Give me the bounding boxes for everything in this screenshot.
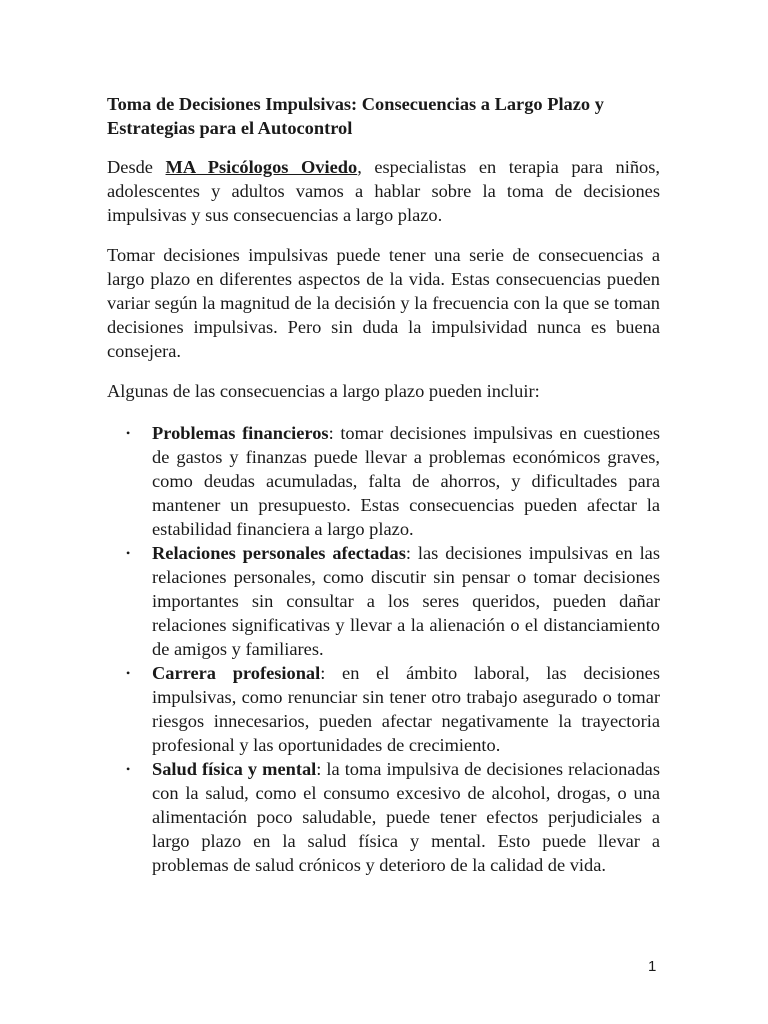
bullet-icon: • xyxy=(126,546,131,560)
paragraph-list-intro: Algunas de las consecuencias a largo plazo pueden incluir: xyxy=(107,381,540,401)
list-item-financial xyxy=(126,421,661,541)
list-item-health xyxy=(126,757,660,877)
list-item-text: : las decisiones impulsivas en las relaciones personales, como discutir sin pensar o tomar decisiones importantes sin consultar a los seres queridos, pueden dañar relaciones significativas y llevar a la alienación o el distanciamiento de amigos y familiares. xyxy=(152,543,660,659)
bullet-icon: • xyxy=(126,426,131,440)
intro-text-after: , especialistas en terapia para niños, adolescentes y adultos vamos a hablar sobre la toma de decisiones impulsivas y sus consecuencias a largo plazo. xyxy=(107,157,660,225)
paragraph-consequences-overview: Tomar decisiones impulsivas puede tener una serie de consecuencias a largo plazo en diferentes aspectos de la vida. Estas consecuencias pueden variar según la magnitud de la decisión y la frecuencia con la que se toman decisiones impulsivas. Pero sin duda la impulsividad nunca es buena consejera. xyxy=(107,245,660,361)
intro-paragraph xyxy=(107,155,660,227)
intro-text-before: Desde xyxy=(107,157,166,177)
list-item-term: Salud física y mental xyxy=(152,759,317,779)
document-title: Toma de Decisiones Impulsivas: Consecuencias a Largo Plazo y Estrategias para el Autocontrol xyxy=(107,94,604,138)
list-item-term: Problemas financieros xyxy=(152,423,329,443)
list-item-text: : tomar decisiones impulsivas en cuestiones de gastos y finanzas puede llevar a problemas económicos graves, como deudas acumuladas, falta de ahorros, y dificultades para mantener un presupuesto. Estas consecuencias pueden afectar la estabilidad financiera a largo plazo. xyxy=(152,423,661,539)
list-item-text: : la toma impulsiva de decisiones relacionadas con la salud, como el consumo excesivo de alcohol, drogas, o una alimentación poco saludable, puede tener efectos perjudiciales a largo plazo en la salud física y mental. Esto puede llevar a problemas de salud crónicos y deterioro de la calidad de vida. xyxy=(152,759,660,875)
document-page xyxy=(107,92,660,877)
ma-psicologos-link[interactable]: MA Psicólogos Oviedo xyxy=(165,157,358,177)
consequences-list xyxy=(107,421,660,877)
list-item-term: Relaciones personales afectadas xyxy=(152,543,406,563)
bullet-icon: • xyxy=(126,762,131,776)
list-item-relationships xyxy=(126,541,660,661)
list-item-term: Carrera profesional xyxy=(152,663,321,683)
page-number: 1 xyxy=(648,958,657,975)
bullet-icon: • xyxy=(126,666,131,680)
list-item-career xyxy=(126,661,660,757)
list-item-text: : en el ámbito laboral, las decisiones impulsivas, como renunciar sin tener otro trabajo asegurado o tomar riesgos innecesarios, pueden afectar negativamente la trayectoria profesional y las oportunidades de crecimiento. xyxy=(152,663,660,755)
